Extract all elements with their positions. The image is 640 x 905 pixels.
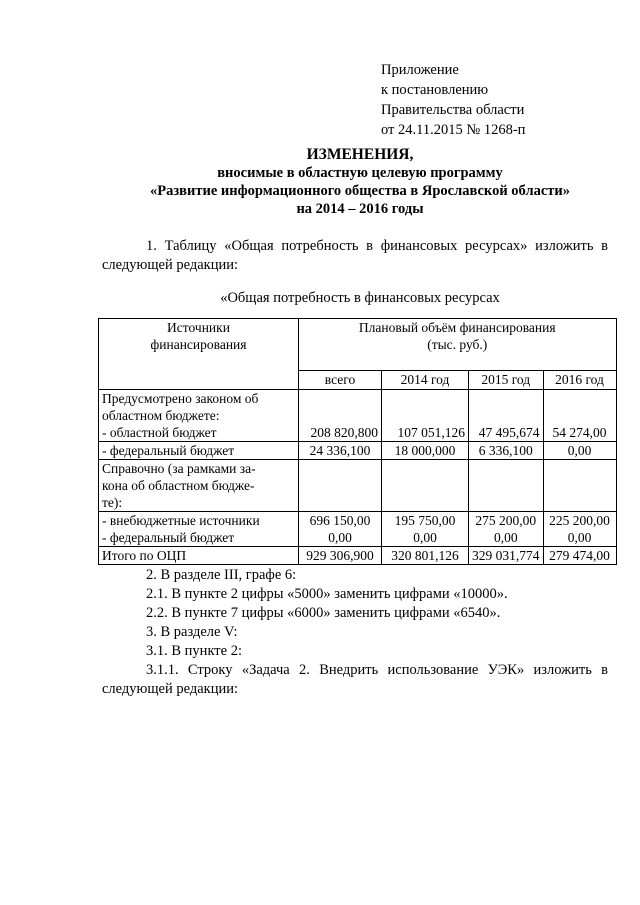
cell-2016: 279 474,00	[543, 547, 616, 565]
cell-total: 929 306,900	[299, 547, 382, 565]
table-row	[99, 512, 617, 547]
title-heading: ИЗМЕНЕНИЯ,	[306, 146, 414, 163]
header-plan: Плановый объём финансирования (тыс. руб.)	[299, 319, 617, 371]
row-label: - федеральный бюджет	[99, 442, 299, 460]
cell-2014: 195 750,00 0,00	[382, 512, 469, 547]
item-line: 2.2. В пункте 7 цифры «6000» заменить цифрами «6540».	[146, 605, 501, 621]
appendix-line: к постановлению	[381, 82, 489, 98]
title-line: «Развитие информационного общества в Ярославской области»	[150, 183, 570, 199]
cell-2015: 329 031,774	[469, 547, 544, 565]
row-label: Справочно (за рамками за- кона об областном бюдже- те):	[99, 460, 299, 512]
cell-2014: 320 801,126	[382, 547, 469, 565]
appendix-line: от 24.11.2015 № 1268-п	[381, 122, 526, 138]
title-line: вносимые в областную целевую программу	[217, 165, 503, 181]
table-row-total	[99, 547, 617, 565]
item-line: 2. В разделе III, графе 6:	[146, 567, 297, 583]
table-row	[99, 442, 617, 460]
title-line: на 2014 – 2016 годы	[296, 201, 424, 217]
col-2016-header: 2016 год	[543, 371, 616, 390]
col-2014-header: 2014 год	[382, 371, 469, 390]
document-title	[90, 146, 630, 218]
paragraph-1-text: 1. Таблицу «Общая потребность в финансовых ресурсах» изложить в следующей редакции:	[102, 238, 608, 273]
item-line: 3. В разделе V:	[146, 624, 238, 640]
item-line: 3.1.1. Строку «Задача 2. Внедрить использование УЭК» изложить в следующей редакции:	[102, 662, 608, 697]
appendix-line: Приложение	[381, 62, 459, 78]
cell-2015: 6 336,100	[469, 442, 544, 460]
cell-2014: 18 000,000	[382, 442, 469, 460]
row-label: Итого по ОЦП	[99, 547, 299, 565]
appendix-reference	[381, 60, 525, 140]
row-label: - внебюджетные источники - федеральный бюджет	[99, 512, 299, 547]
appendix-line: Правительства области	[381, 102, 525, 118]
cell-total: 24 336,100	[299, 442, 382, 460]
cell-2014	[382, 460, 469, 512]
cell-2016: 225 200,00 0,00	[543, 512, 616, 547]
cell-2015	[469, 460, 544, 512]
cell-2014: 107 051,126	[382, 390, 469, 442]
cell-total	[299, 460, 382, 512]
row-label: Предусмотрено законом об областном бюджете: - областной бюджет	[99, 390, 299, 442]
item-line: 3.1. В пункте 2:	[146, 643, 242, 659]
cell-2015: 275 200,00 0,00	[469, 512, 544, 547]
item-line: 2.1. В пункте 2 цифры «5000» заменить цифрами «10000».	[146, 586, 508, 602]
cell-total: 208 820,800	[299, 390, 382, 442]
cell-2016: 54 274,00	[543, 390, 616, 442]
cell-2016: 0,00	[543, 442, 616, 460]
paragraph-1	[102, 237, 608, 275]
table-row	[99, 390, 617, 442]
header-source: Источники финансирования	[99, 319, 299, 390]
cell-2015: 47 495,674	[469, 390, 544, 442]
financing-table	[98, 318, 617, 565]
col-2015-header: 2015 год	[469, 371, 544, 390]
cell-total: 696 150,00 0,00	[299, 512, 382, 547]
col-total-header: всего	[299, 371, 382, 390]
cell-2016	[543, 460, 616, 512]
amendment-items	[102, 566, 608, 699]
table-row	[99, 460, 617, 512]
table-caption: «Общая потребность в финансовых ресурсах	[220, 290, 500, 306]
